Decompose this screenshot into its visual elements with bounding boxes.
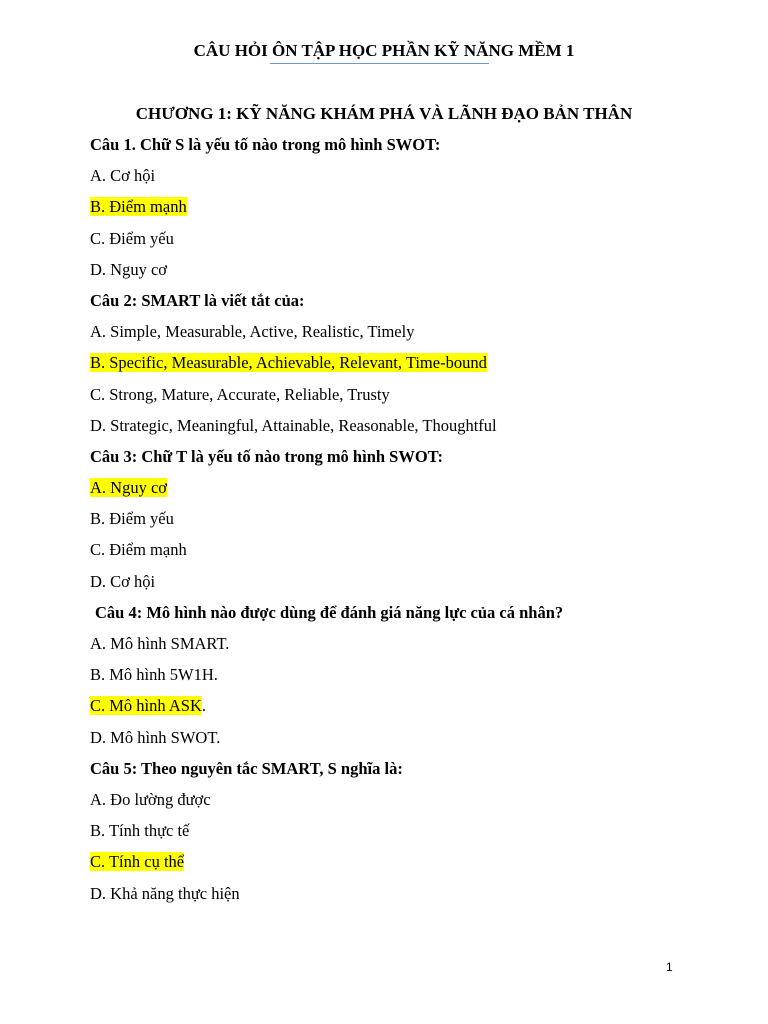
q3-option-b: B. Điểm yếu xyxy=(90,509,174,529)
q1-option-d: D. Nguy cơ xyxy=(90,259,168,279)
document-title: CÂU HỎI ÔN TẬP HỌC PHẦN KỸ NĂNG MỀM 1 xyxy=(193,41,575,60)
q2-option-a: A. Simple, Measurable, Active, Realistic, Timely xyxy=(90,322,415,342)
q5-option-c xyxy=(90,851,730,882)
option-suffix: . xyxy=(201,696,206,716)
chapter-heading: CHƯƠNG 1: KỸ NĂNG KHÁM PHÁ VÀ LÃNH ĐẠO BẢN THÂN xyxy=(135,104,633,123)
q2-option-b xyxy=(90,352,730,383)
q4-option-d: D. Mô hình SWOT. xyxy=(90,727,221,747)
q1-option-a: A. Cơ hội xyxy=(90,166,156,186)
page-number: 1 xyxy=(666,960,673,974)
q1-option-c: C. Điểm yếu xyxy=(90,228,174,248)
q1-option-b xyxy=(90,196,730,227)
q5-option-d: D. Khả năng thực hiện xyxy=(90,883,240,903)
question-list xyxy=(90,134,730,914)
q5-option-b: B. Tính thực tế xyxy=(90,821,190,841)
question-2: Câu 2: SMART là viết tắt của: xyxy=(90,290,305,310)
q4-option-b: B. Mô hình 5W1H. xyxy=(90,665,218,685)
q3-option-d: D. Cơ hội xyxy=(90,571,156,591)
answer-highlight: C. Mô hình ASK xyxy=(90,696,202,716)
q4-option-a: A. Mô hình SMART. xyxy=(90,634,230,653)
q2-option-d: D. Strategic, Meaningful, Attainable, Reasonable, Thoughtful xyxy=(90,415,497,435)
q5-option-a: A. Đo lường được xyxy=(90,789,211,809)
question-5: Câu 5: Theo nguyên tắc SMART, S nghĩa là: xyxy=(90,758,403,778)
answer-highlight: B. Điểm mạnh xyxy=(90,197,187,217)
question-4: Câu 4: Mô hình nào được dùng để đánh giá năng lực của cá nhân? xyxy=(95,602,564,622)
question-1: Câu 1. Chữ S là yếu tố nào trong mô hình SWOT: xyxy=(90,135,441,154)
q4-option-c xyxy=(90,695,730,726)
q3-option-a xyxy=(90,477,730,508)
title-underline xyxy=(270,63,489,64)
answer-highlight: A. Nguy cơ xyxy=(90,478,168,498)
q2-option-c: C. Strong, Mature, Accurate, Reliable, Trusty xyxy=(90,384,390,404)
q3-option-c: C. Điểm mạnh xyxy=(90,540,187,560)
answer-highlight: B. Specific, Measurable, Achievable, Relevant, Time-bound xyxy=(90,353,487,373)
answer-highlight: C. Tính cụ thể xyxy=(90,852,185,872)
question-3: Câu 3: Chữ T là yếu tố nào trong mô hình SWOT: xyxy=(90,446,443,466)
